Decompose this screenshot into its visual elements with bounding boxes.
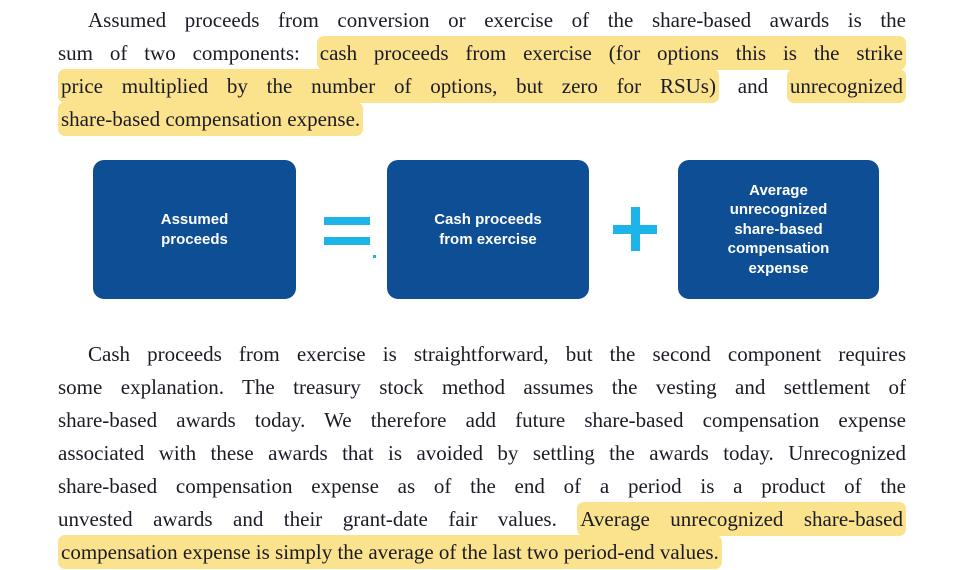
highlighted-text: unrecognized [787, 69, 906, 103]
box-label: Average unrecognized share-based compensation expense [727, 181, 830, 277]
body-text: sum of two components: [58, 41, 317, 65]
diagram-box-avg-unrecognized-sbc [678, 160, 879, 299]
text-line [58, 338, 906, 371]
text-line [58, 70, 906, 103]
paragraph-treasury-stock-explanation [58, 338, 906, 569]
highlighted-text: Average unrecognized share-based [577, 502, 906, 536]
highlighted-text: share-based compensation expense. [58, 102, 363, 136]
diagram-box-cash-proceeds [387, 160, 589, 299]
assumed-proceeds-equation-diagram [0, 160, 965, 300]
equals-bar-bottom [324, 237, 370, 245]
highlighted-text: compensation expense is simply the average of the last two period-end values. [58, 535, 722, 569]
body-text: and [718, 74, 787, 98]
equals-bar-top [324, 217, 370, 225]
body-text: associated with these awards that is avoided by settling the awards today. Unrecognized [58, 441, 906, 465]
body-text: unvested awards and their grant-date fair values. [58, 507, 578, 531]
text-line [58, 404, 906, 437]
text-line [58, 470, 906, 503]
text-line [58, 103, 906, 136]
body-text: some explanation. The treasury stock method assumes the vesting and settlement of [58, 375, 906, 399]
highlighted-text: cash proceeds from exercise (for options this is the strike [317, 36, 906, 70]
text-line [58, 37, 906, 70]
text-line [58, 4, 906, 37]
text-line [58, 437, 906, 470]
body-text: share-based awards today. We therefore add future share-based compensation expense [58, 408, 906, 432]
text-line [58, 536, 906, 569]
diagram-box-assumed-proceeds [93, 160, 296, 299]
text-line [58, 503, 906, 536]
highlighted-text: price multiplied by the number of options, but zero for RSUs) [58, 69, 719, 103]
equals-sign-icon [324, 217, 370, 245]
text-line [58, 371, 906, 404]
plus-sign-icon [613, 207, 657, 251]
box-label: Cash proceeds from exercise [434, 211, 542, 248]
plus-vertical-bar [631, 207, 640, 251]
body-text: Assumed proceeds from conversion or exercise of the share-based awards is the [88, 8, 906, 32]
body-text: Cash proceeds from exercise is straightforward, but the second component requires [88, 342, 906, 366]
box-label: Assumed proceeds [160, 211, 229, 248]
stray-dot [373, 255, 376, 258]
body-text: share-based compensation expense as of the end of a period is a product of the [58, 474, 906, 498]
paragraph-assumed-proceeds [58, 4, 906, 136]
